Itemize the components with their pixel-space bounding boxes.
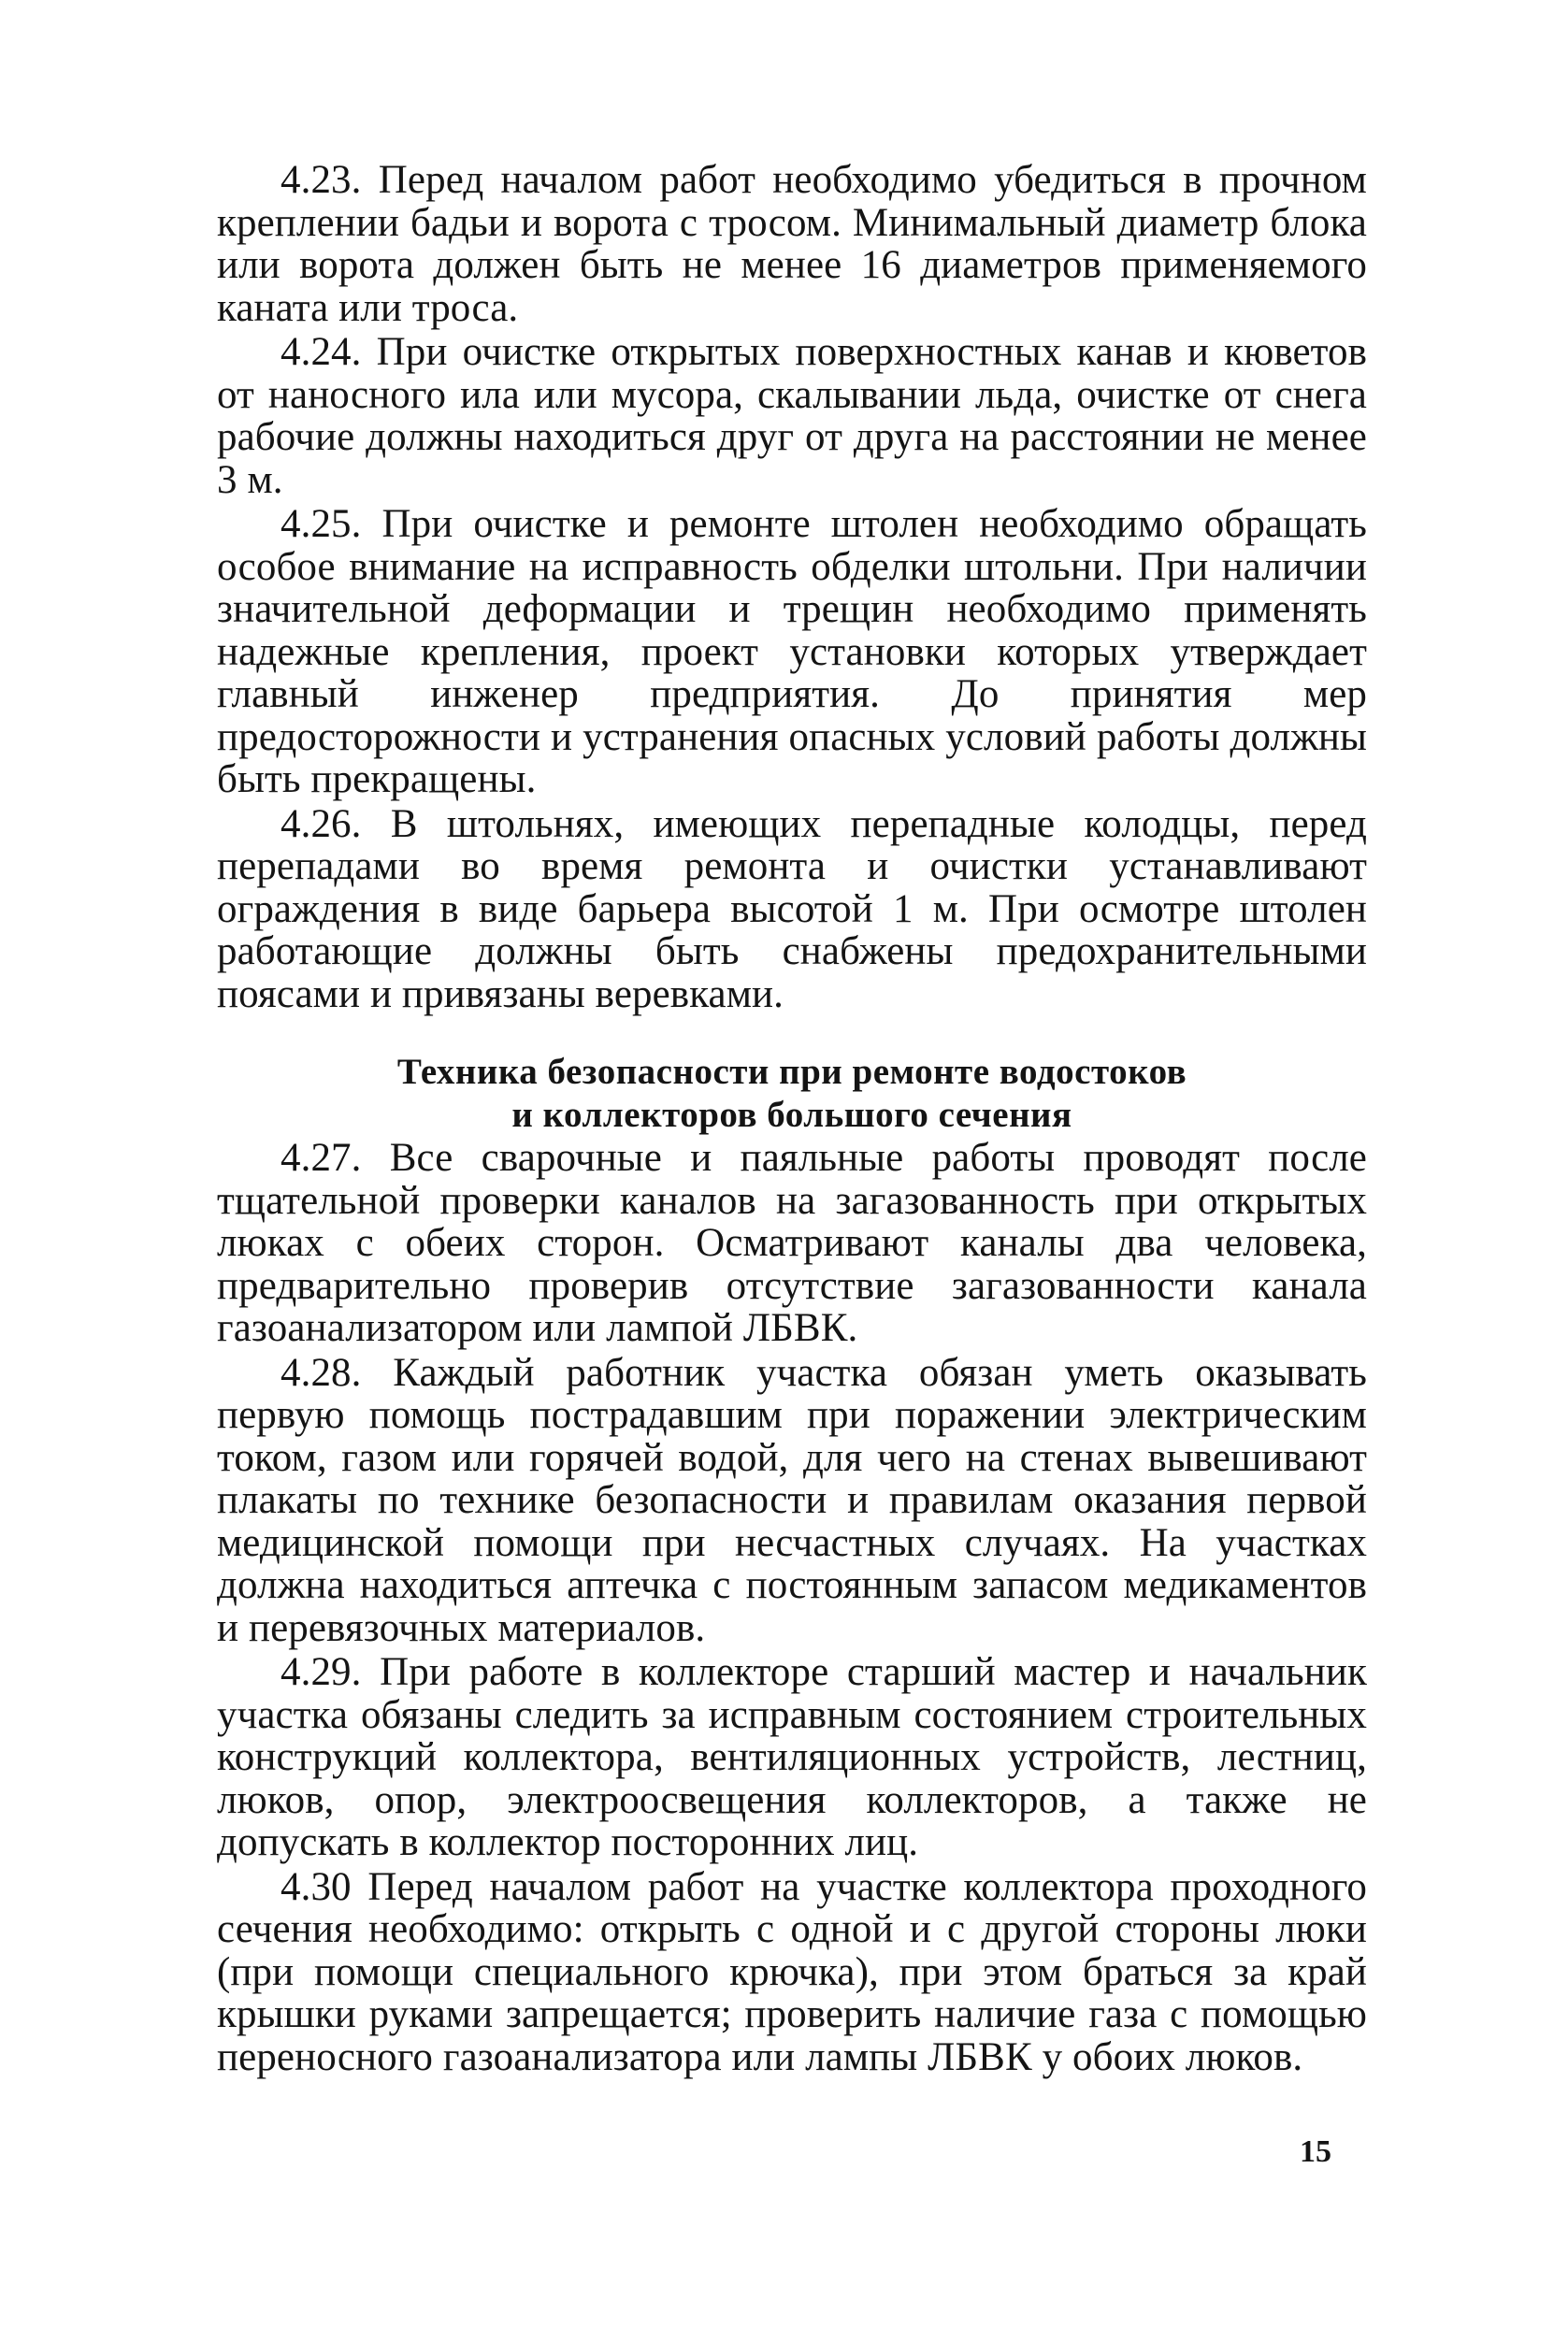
paragraph-4-30: 4.30 Перед началом работ на участке коллектора проходного сечения необходимо: открыть с одной и с другой стороны люки (при помощи специального крючка), при этом браться за край крышки руками запрещается; проверить наличие газа с помощью переносного газоанализатора или лампы ЛБВК у обоих люков. [217, 1864, 1367, 2079]
page-number: 15 [1300, 2134, 1331, 2169]
paragraph-4-26: 4.26. В штольнях, имеющих перепадные колодцы, перед перепадами во время ремонта и очистки устанавливают ограждения в виде барьера высотой 1 м. При осмотре штолен работающие должны быть снабжены предохранительными поясами и привязаны веревками. [217, 801, 1367, 1016]
section-heading-line-1: Техника безопасности при ремонте водостоков [396, 1052, 1187, 1092]
paragraph-4-28: 4.28. Каждый работник участка обязан уметь оказывать первую помощь пострадавшим при поражении электрическим током, газом или горячей водой, для чего на стенах вывешивают плакаты по технике безопасности и правилам оказания первой медицинской помощи при несчастных случаях. На участках должна находиться аптечка с постоянным запасом медикаментов и перевязочных материалов. [217, 1350, 1367, 1650]
section-heading-line-2: и коллекторов большого сечения [511, 1095, 1072, 1135]
paragraph-4-24: 4.24. При очистке открытых поверхностных канав и кюветов от наносного ила или мусора, скалывании льда, очистке от снега рабочие должны находиться друг от друга на расстоянии не менее 3 м. [217, 330, 1367, 502]
document-page [217, 159, 1367, 2078]
paragraph-4-25: 4.25. При очистке и ремонте штолен необходимо обращать особое внимание на исправность обделки штольни. При наличии значительной деформации и трещин необходимо применять надежные крепления, проект установки которых утверждает главный инженер предприятия. До принятия мер предосторожности и устранения опасных условий работы должны быть прекращены. [217, 502, 1367, 801]
paragraph-4-27: 4.27. Все сварочные и паяльные работы проводят после тщательной проверки каналов на загазованность при открытых люках с обеих сторон. Осматривают каналы два человека, предварительно проверив отсутствие загазованности канала газоанализатором или лампой ЛБВК. [217, 1136, 1367, 1350]
paragraph-4-29: 4.29. При работе в коллекторе старший мастер и начальник участка обязаны следить за исправным состоянием строительных конструкций коллектора, вентиляционных устройств, лестниц, люков, опор, электроосвещения коллекторов, а также не допускать в коллектор посторонних лиц. [217, 1650, 1367, 1864]
paragraph-4-23: 4.23. Перед началом работ необходимо убедиться в прочном креплении бадьи и ворота с тросом. Минимальный диаметр блока или ворота должен быть не менее 16 диаметров применяемого каната или троса. [217, 158, 1367, 330]
section-heading [217, 1051, 1367, 1137]
